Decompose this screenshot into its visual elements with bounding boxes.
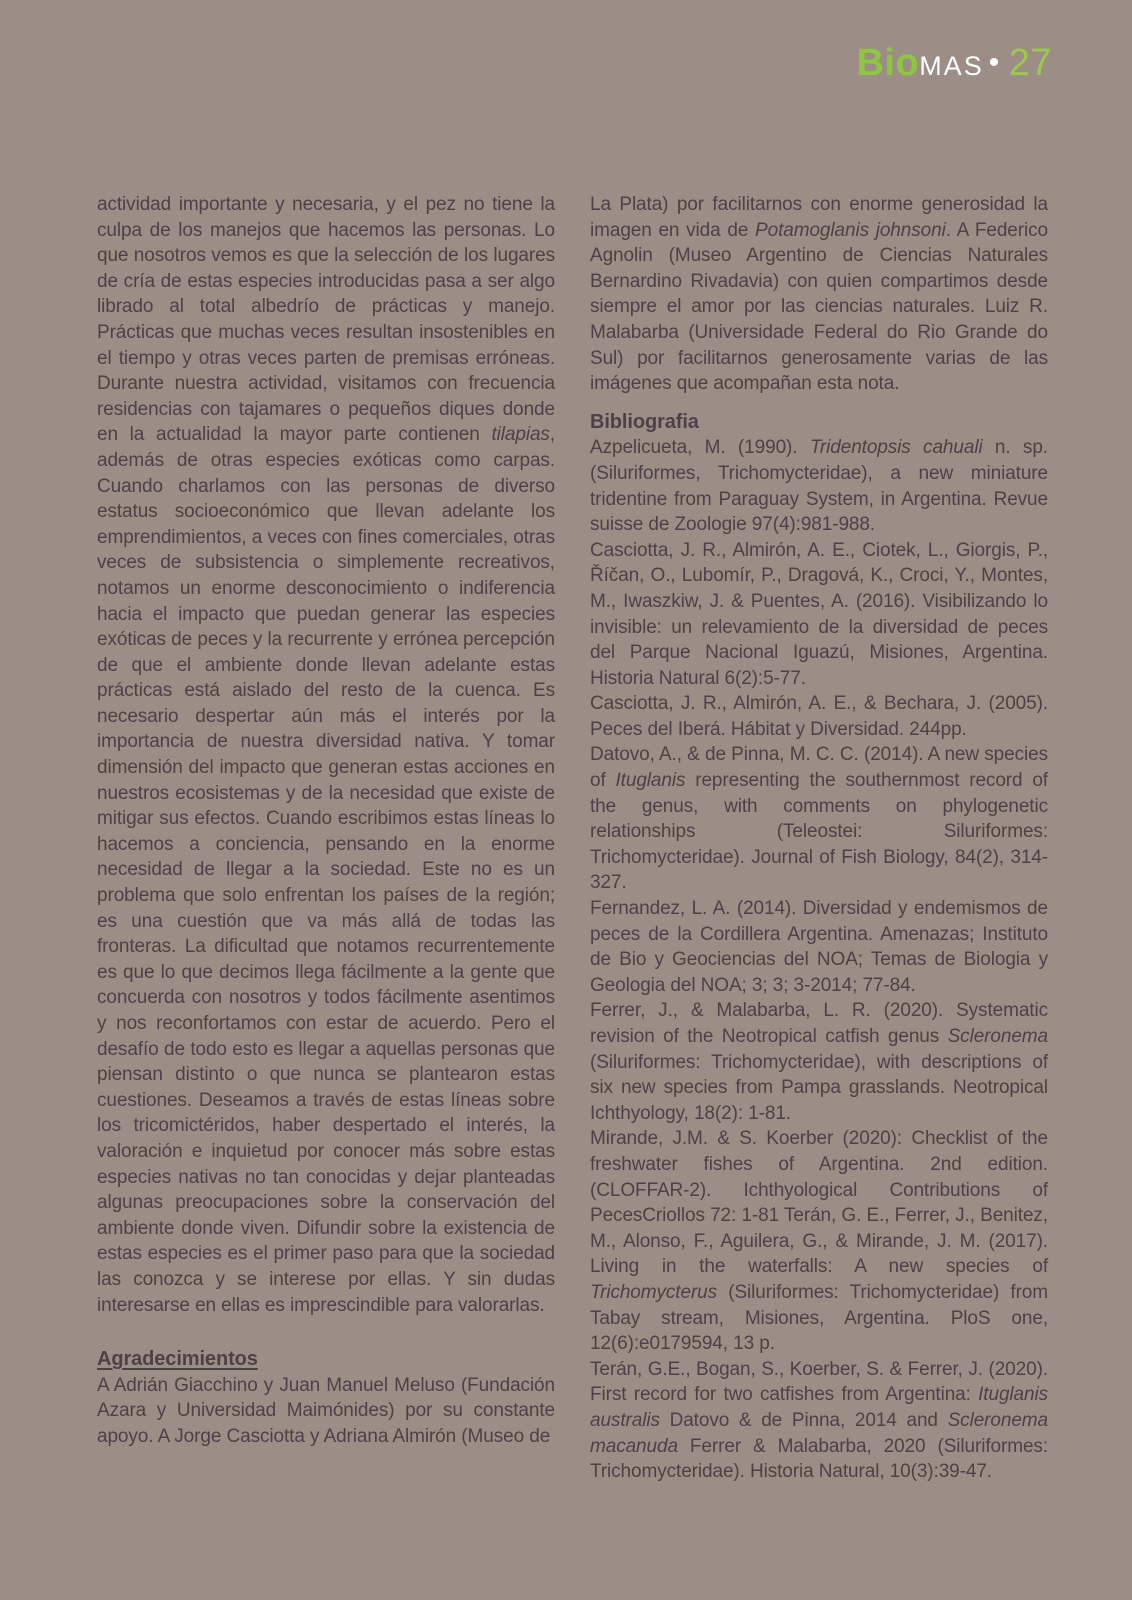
text-segment: Ferrer, J., & Malabarba, L. R. (2020). Systematic revision of the Neotropical catfish genus [590,1000,1048,1047]
right-column [590,192,1048,1485]
italic-text-segment: Tridentopsis cahuali [809,437,983,459]
acknowledgements-heading: Agradecimientos [97,1348,258,1371]
logo-mas-text: mas [919,42,984,84]
reference-item [590,998,1048,1126]
text-segment: n. sp. (Siluriformes, Trichomycteridae), a new miniature tridentine from Paraguay System, in Argentina. Revue suisse de Zoologie 97(4):981-988. [590,437,1048,536]
italic-text-segment: Ituglanis australis [590,1384,1048,1431]
text-segment: Mirande, J.M. & S. Koerber (2020): Checklist of the freshwater fishes of Argentina. 2nd edition. (CLOFFAR-2). Ichthyological Contributions of PecesCriollos 72: 1-81 Terán, G. E., Ferrer, J., Benitez, M., Alonso, F., Aguilera, G., & Mirande, J. M. (2017). Living in the waterfalls: A new species of [590,1128,1048,1278]
italic-text-segment: Scleronema macanuda [590,1409,1048,1457]
acknowledgements-paragraph [97,1373,555,1450]
bibliography-heading: Bibliografia [590,410,699,433]
two-column-layout [97,192,1048,1485]
logo-bio-text: Bio [856,42,920,84]
text-segment: Datovo, A., & de Pinna, M. C. C. (2014). A new species of [590,744,1048,792]
italic-text-segment: tilapias [491,424,550,446]
italic-text-segment: Trichomycterus [590,1281,718,1303]
text-segment: . A Federico Agnolin (Museo Argentino de Ciencias Naturales Bernardino Rivadavia) con quien compartimos desde siempre el amor por las ciencias naturales. Luiz R. Malabarba (Universidade Federal do Rio Grande do Sul) por facilitarnos generosamente varias de las imágenes que acompañan esta nota. [590,219,1048,395]
bibliography-heading-block [590,410,1048,436]
acknowledgements-continued-paragraph [590,192,1048,397]
text-segment: Datovo & de Pinna, 2014 and [659,1409,948,1431]
left-column [97,192,555,1485]
italic-text-segment: Ituglanis [615,770,686,792]
text-segment: Terán, G.E., Bogan, S., Koerber, S. & Ferrer, J. (2020). First record for two catfishes from Argentina: [590,1358,1048,1406]
reference-item [590,896,1048,998]
reference-item [590,538,1048,692]
reference-item [590,1357,1048,1485]
logo-separator-dot: • [988,46,1000,79]
page-header [856,40,1052,90]
text-segment: Ferrer & Malabarba, 2020 (Siluriformes: Trichomycteridae). Historia Natural, 10(3):39-47. [590,1435,1048,1483]
text-segment: Azpelicueta, M. (1990). [590,437,810,459]
reference-item [590,742,1048,896]
text-segment: , además de otras especies exóticas como carpas. Cuando charlamos con las personas de diverso estatus socioeconómico que llevan adelante los emprendimientos, a veces con fines comerciales, otras veces de subsistencia o simplemente recreativos, notamos un enorme desconocimiento o indiferencia hacia el impacto que puedan generar las especies exóticas de peces y la recurrente y errónea percepción de que el ambiente donde llevan adelante estas prácticas está aislado del resto de la cuenca. Es necesario despertar aún más el interés por la importancia de nuestra diversidad nativa. Y tomar dimensión del impacto que generan estas acciones en nuestros ecosistemas y de la necesidad que existe de mitigar sus efectos. Cuando escribimos estas líneas lo hacemos a conciencia, pensando en la enorme necesidad de llegar a la sociedad. Este no es un problema que solo enfrentan los países de la región; es una cuestión que va más allá de todas las fronteras. La dificultad que notamos recurrentemente es que lo que decimos llega fácilmente a la gente que concuerda con nosotros y todos fácilmente asentimos y nos reconfortamos con estar de acuerdo. Pero el desafío de todo esto es llegar a aquellas personas que piensan distinto o que nunca se plantearon estas cuestiones. Deseamos a través de estas líneas sobre los tricomictéridos, haber despertado el interés, la valoración e inquietud por conocer más sobre estas especies nativas no tan conocidas y dejar planteadas algunas preocupaciones sobre la conservación del ambiente donde viven. Difundir sobre la existencia de estas especies es el primer paso para que la sociedad las conozca y se interese por ellas. Y sin dudas interesarse en ellas es imprescindible para valorarlas. [97,424,555,1316]
page-number: 27 [1008,42,1052,84]
text-segment: Casciotta, J. R., Almirón, A. E., & Bechara, J. (2005). Peces del Iberá. Hábitat y Diversidad. 244pp. [590,693,1048,740]
acknowledgements-heading-block [97,1347,555,1373]
text-segment: (Siluriformes: Trichomycteridae) from Tabay stream, Misiones, Argentina. PloS one, 12(6):e0179594, 13 p. [590,1281,1048,1355]
text-segment: La Plata) por facilitarnos con enorme generosidad la imagen en vida de [590,194,1048,241]
reference-item [590,1126,1048,1356]
article-body-paragraph [97,192,555,1318]
reference-list [590,435,1048,1484]
italic-text-segment: Potamoglanis johnsoni [755,219,946,241]
biomas-logo [856,40,1052,86]
text-segment: actividad importante y necesaria, y el pez no tiene la culpa de los manejos que hacemos las personas. Lo que nosotros vemos es que la selección de los lugares de cría de estas especies introducidas pasa a ser algo librado al total albedrío de prácticas y manejo. Prácticas que muchas veces resultan insostenibles en el tiempo y otras veces parten de premisas erróneas. Durante nuestra actividad, visitamos con frecuencia residencias con tajamares o pequeños diques donde en la actualidad la mayor parte contienen [97,194,555,446]
text-segment: (Siluriformes: Trichomycteridae), with descriptions of six new species from Pampa grasslands. Neotropical Ichthyology, 18(2): 1-81. [590,1051,1048,1124]
reference-item [590,435,1048,537]
text-segment: representing the southernmost record of the genus, with comments on phylogenetic relationships (Teleostei: Siluriformes: Trichomycteridae). Journal of Fish Biology, 84(2), 314-327. [590,770,1048,894]
italic-text-segment: Scleronema [947,1026,1048,1047]
text-segment: Casciotta, J. R., Almirón, A. E., Ciotek, L., Giorgis, P., Říčan, O., Lubomír, P., Dragová, K., Croci, Y., Montes, M., Iwaszkiw, J. & Puentes, A. (2016). Visibilizando lo invisible: un relevamiento de la diversidad de peces del Parque Nacional Iguazú, Misiones, Argentina. Historia Natural 6(2):5-77. [590,539,1048,689]
text-segment: A Adrián Giacchino y Juan Manuel Meluso (Fundación Azara y Universidad Maimónides) por su constante apoyo. A Jorge Casciotta y Adriana Almirón (Museo de [97,1374,555,1447]
text-segment: Fernandez, L. A. (2014). Diversidad y endemismos de peces de la Cordillera Argentina. Amenazas; Instituto de Bio y Geociencias del NOA; Temas de Biologia y Geologia del NOA; 3; 3; 3-2014; 77-84. [590,898,1048,996]
reference-item [590,691,1048,742]
